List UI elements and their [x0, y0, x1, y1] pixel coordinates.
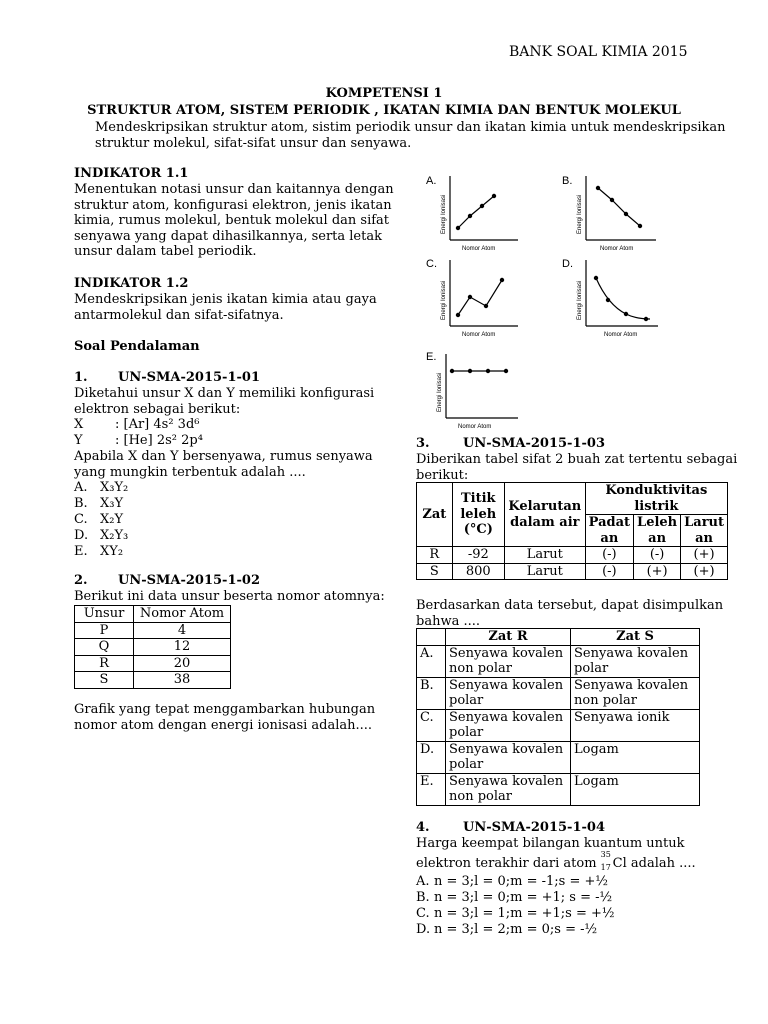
graph-letter: C. [426, 258, 437, 270]
y-axis-label: Energi Ionisasi [577, 194, 583, 234]
graph-letter: D. [562, 258, 573, 270]
col-titik-leleh [452, 483, 504, 547]
x-axis-label: Nomor Atom [458, 424, 492, 430]
q3-answer-table [416, 628, 700, 806]
soal-pendalaman-heading: Soal Pendalaman [74, 339, 200, 354]
graph-letter: E. [426, 351, 437, 363]
cell-line: Senyawa kovalen [449, 709, 564, 725]
cell-line: Senyawa kovalen [449, 677, 564, 693]
answer-row-a[interactable] [417, 645, 700, 677]
table-cell: 38 [134, 672, 231, 689]
table-row [75, 639, 231, 656]
table-cell: Larut [504, 563, 585, 580]
q1-code: UN-SMA-2015-1-01 [118, 370, 260, 385]
graph-letter: B. [562, 175, 573, 187]
table-cell: 20 [134, 655, 231, 672]
q1-stem-line: elektron sebagai berikut: [74, 401, 241, 417]
q3-properties-table [416, 482, 728, 580]
header-line: an [695, 530, 713, 546]
zat-s-cell [571, 709, 700, 741]
q4-option-c[interactable] [416, 906, 615, 922]
header-line: an [600, 530, 619, 546]
zat-s-cell [571, 773, 700, 805]
col-konduktivitas [585, 483, 727, 515]
y-axis-label: Energi Ionisasi [441, 194, 447, 234]
graph-a[interactable] [426, 175, 518, 252]
indikator-1-heading: INDIKATOR 1.1 [74, 166, 189, 181]
cell-line: Senyawa ionik [574, 709, 670, 725]
q1-option-c[interactable] [74, 512, 128, 528]
q1-option-d[interactable] [74, 528, 128, 544]
q2-question [74, 702, 375, 733]
q1-option-b[interactable] [74, 496, 128, 512]
header-line: dalam air [510, 514, 580, 530]
table-cell: R [75, 655, 134, 672]
cell-line: non polar [574, 693, 637, 708]
data-point [484, 304, 488, 308]
table-cell: 12 [134, 639, 231, 656]
option-text: n = 3;l = 0;m = +1; s = -½ [434, 890, 613, 905]
cell-line: Logam [574, 773, 619, 789]
option-letter: B. [74, 496, 88, 511]
q2-intro: Berikut ini data unsur beserta nomor atomnya: [74, 589, 385, 604]
q4-code: UN-SMA-2015-1-04 [463, 820, 605, 835]
col-kelarutan [504, 483, 585, 547]
table-cell: Q [75, 639, 134, 656]
data-point [594, 276, 598, 280]
header-line: (°C) [463, 522, 493, 538]
cell-line: polar [574, 661, 609, 676]
data-point [456, 226, 460, 230]
table-cell: S [75, 672, 134, 689]
cell-line: polar [449, 757, 484, 772]
q1-option-a[interactable] [74, 480, 128, 496]
q3-conclusion-line: bahwa .... [416, 613, 480, 629]
header-line: an [648, 530, 667, 546]
title-kompetensi: KOMPETENSI 1 [325, 86, 443, 101]
table-row [75, 672, 231, 689]
indikator-2-text [74, 292, 377, 323]
q1-y-config: : [He] 2s² 2p⁴ [115, 433, 203, 448]
data-point [606, 298, 610, 302]
header-line: Kelarutan [508, 499, 582, 514]
q4-option-b[interactable] [416, 890, 615, 906]
cell-line: non polar [449, 661, 512, 676]
cell-line: Senyawa kovalen [574, 645, 689, 661]
x-axis-label: Nomor Atom [462, 246, 496, 252]
cell-line: Logam [574, 741, 619, 757]
indikator-1-line: struktur atom, konfigurasi elektron, jenis ikatan [74, 197, 392, 213]
graph-d[interactable] [562, 258, 658, 338]
title-description-line2: struktur molekul, sifat-sifat unsur dan senyawa. [95, 136, 412, 151]
q1-stem-line: Diketahui unsur X dan Y memiliki konfigurasi [74, 386, 375, 401]
col-padatan [585, 515, 633, 547]
nuclide-notation [600, 850, 613, 872]
table-header [417, 629, 446, 646]
x-axis-label: Nomor Atom [604, 332, 638, 338]
table-cell: P [75, 622, 134, 639]
option-letter: E. [74, 544, 88, 559]
data-point [468, 214, 472, 218]
q3-stem-line: berikut: [416, 467, 469, 483]
table-row [75, 655, 231, 672]
data-point [486, 369, 490, 373]
zat-r-cell [446, 773, 571, 805]
option-text: X₂Y₃ [100, 528, 129, 543]
q3-stem-line: Diberikan tabel sifat 2 buah zat tertentu sebagai [416, 452, 738, 467]
answer-row-b[interactable] [417, 677, 700, 709]
answer-row-e[interactable] [417, 773, 700, 805]
q4-stem-text: adalah .... [626, 856, 696, 871]
col-larutan [681, 515, 728, 547]
q2-code: UN-SMA-2015-1-02 [118, 573, 260, 588]
option-letter: C. [417, 709, 446, 741]
data-point [638, 224, 642, 228]
q1-question [74, 449, 373, 480]
table-cell: (+) [681, 547, 728, 564]
q1-option-e[interactable] [74, 544, 128, 560]
data-point [450, 369, 454, 373]
option-letter: D. [417, 741, 446, 773]
atomic-number: 17 [600, 863, 611, 872]
q4-options [416, 874, 615, 938]
q1-number: 1. [74, 370, 88, 385]
option-letter: C. [416, 906, 430, 921]
option-letter: B. [416, 890, 430, 905]
q2-number: 2. [74, 573, 88, 588]
data-point [644, 317, 648, 321]
zat-s-cell [571, 645, 700, 677]
option-text: n = 3;l = 1;m = +1;s = +½ [434, 906, 615, 921]
option-text: XY₂ [100, 544, 124, 559]
table-cell: R [417, 547, 453, 564]
data-point [480, 204, 484, 208]
header-line: Konduktivitas [605, 483, 708, 498]
header-line: Padat [588, 515, 631, 530]
graph-c[interactable] [426, 258, 518, 338]
zat-r-cell [446, 645, 571, 677]
graph-b[interactable] [562, 175, 656, 252]
zat-r-cell [446, 677, 571, 709]
q1-y-label: Y [74, 433, 83, 448]
cell-line: polar [449, 693, 484, 708]
mass-number: 35 [600, 850, 611, 859]
indikator-2-line: Mendeskripsikan jenis ikatan kimia atau gaya [74, 292, 377, 307]
table-header: Zat R [446, 629, 571, 646]
cell-line: Senyawa kovalen [574, 677, 689, 693]
data-point [596, 186, 600, 190]
q4-stem-text: elektron terakhir dari atom [416, 856, 601, 871]
indikator-1-line: Menentukan notasi unsur dan kaitannya dengan [74, 182, 394, 197]
header-line: Leleh [637, 515, 678, 530]
table-cell: (-) [585, 563, 633, 580]
cell-line: Senyawa kovalen [449, 773, 564, 789]
y-axis-label: Energi Ionisasi [441, 280, 447, 320]
table-header: Unsur [75, 606, 134, 623]
data-point [468, 295, 472, 299]
y-axis-label: Energi Ionisasi [437, 372, 443, 412]
table-cell: Larut [504, 547, 585, 564]
q4-option-a[interactable] [416, 874, 615, 890]
table-cell: 4 [134, 622, 231, 639]
col-lelehan [634, 515, 681, 547]
option-letter: A. [417, 645, 446, 677]
header-line: Larut [684, 515, 724, 530]
option-letter: E. [417, 773, 446, 805]
q4-stem-line2 [416, 850, 696, 872]
indikator-1-line: kimia, rumus molekul, bentuk molekul dan sifat [74, 213, 390, 228]
data-point [492, 194, 496, 198]
q1-x-label: X [74, 417, 84, 432]
graph-e[interactable] [426, 351, 518, 430]
indikator-2-heading: INDIKATOR 1.2 [74, 276, 189, 291]
q3-conclusion [416, 598, 723, 629]
table-cell: S [417, 563, 453, 580]
q4-stem-line1: Harga keempat bilangan kuantum untuk [416, 836, 685, 851]
data-point [500, 278, 504, 282]
header-line: leleh [460, 506, 497, 522]
table-cell: -92 [452, 547, 504, 564]
header-line: Titik [460, 491, 496, 507]
data-point [456, 313, 460, 317]
option-text: n = 3;l = 2;m = 0;s = -½ [434, 922, 598, 937]
data-point [624, 212, 628, 216]
q3-number: 3. [416, 436, 430, 451]
q1-question-line: Apabila X dan Y bersenyawa, rumus senyawa [74, 449, 373, 464]
q1-stem [74, 386, 374, 417]
answer-row-c[interactable] [417, 709, 700, 741]
option-letter: D. [74, 528, 89, 543]
indikator-2-line: antarmolekul dan sifat-sifatnya. [74, 307, 284, 323]
option-letter: B. [417, 677, 446, 709]
option-letter: A. [416, 874, 430, 889]
page-header: BANK SOAL KIMIA 2015 [509, 44, 688, 60]
answer-row-d[interactable] [417, 741, 700, 773]
option-text: X₃Y [100, 496, 124, 511]
y-axis-label: Energi Ionisasi [577, 280, 583, 320]
q3-code: UN-SMA-2015-1-03 [463, 436, 605, 451]
option-letter: A. [74, 480, 88, 495]
q1-x-config: : [Ar] 4s² 3d⁶ [115, 417, 200, 432]
option-text: n = 3;l = 0;m = -1;s = +½ [434, 874, 608, 889]
option-letter: D. [416, 922, 431, 937]
q3-conclusion-line: Berdasarkan data tersebut, dapat disimpulkan [416, 598, 724, 613]
col-zat: Zat [417, 483, 453, 547]
option-letter: C. [74, 512, 88, 527]
x-axis-label: Nomor Atom [462, 332, 496, 338]
table-cell: (-) [585, 547, 633, 564]
title-topic: STRUKTUR ATOM, SISTEM PERIODIK , IKATAN KIMIA DAN BENTUK MOLEKUL [87, 103, 681, 118]
q4-number: 4. [416, 820, 430, 835]
zat-r-cell [446, 741, 571, 773]
data-point [504, 369, 508, 373]
q2-question-line: Grafik yang tepat menggambarkan hubungan [74, 702, 376, 717]
table-row [75, 622, 231, 639]
title-description-line1: Mendeskripsikan struktur atom, sistim periodik unsur dan ikatan kimia untuk mendeskripsikan [95, 120, 726, 135]
table-cell: (+) [681, 563, 728, 580]
data-point [624, 312, 628, 316]
table-row [417, 547, 728, 564]
indikator-1-line: unsur dalam tabel periodik. [74, 244, 257, 259]
data-point [610, 198, 614, 202]
table-header: Nomor Atom [134, 606, 231, 623]
cell-line: Senyawa kovalen [449, 741, 564, 757]
table-cell: 800 [452, 563, 504, 580]
indikator-1-line: senyawa yang dapat dihasilkannya, serta letak [74, 228, 382, 244]
zat-s-cell [571, 677, 700, 709]
q2-element-table [74, 605, 231, 689]
q1-options [74, 480, 128, 560]
q3-stem [416, 452, 737, 483]
zat-r-cell [446, 709, 571, 741]
indikator-1-text [74, 182, 394, 260]
option-text: X₂Y [100, 512, 124, 527]
q2-graph-options [418, 168, 678, 432]
cell-line: polar [449, 725, 484, 740]
q2-question-line: nomor atom dengan energi ionisasi adalah.... [74, 717, 373, 733]
table-cell: (-) [634, 547, 681, 564]
x-axis-label: Nomor Atom [600, 246, 634, 252]
q1-question-line: yang mungkin terbentuk adalah .... [74, 464, 306, 480]
table-row [417, 563, 728, 580]
element-symbol: Cl [612, 856, 627, 871]
graph-letter: A. [426, 175, 437, 187]
table-cell: (+) [634, 563, 681, 580]
q4-option-d[interactable] [416, 922, 615, 938]
zat-s-cell [571, 741, 700, 773]
cell-line: Senyawa kovalen [449, 645, 564, 661]
table-header: Zat S [571, 629, 700, 646]
option-text: X₃Y₂ [100, 480, 129, 495]
header-line: listrik [634, 498, 679, 514]
data-point [468, 369, 472, 373]
cell-line: non polar [449, 789, 512, 804]
